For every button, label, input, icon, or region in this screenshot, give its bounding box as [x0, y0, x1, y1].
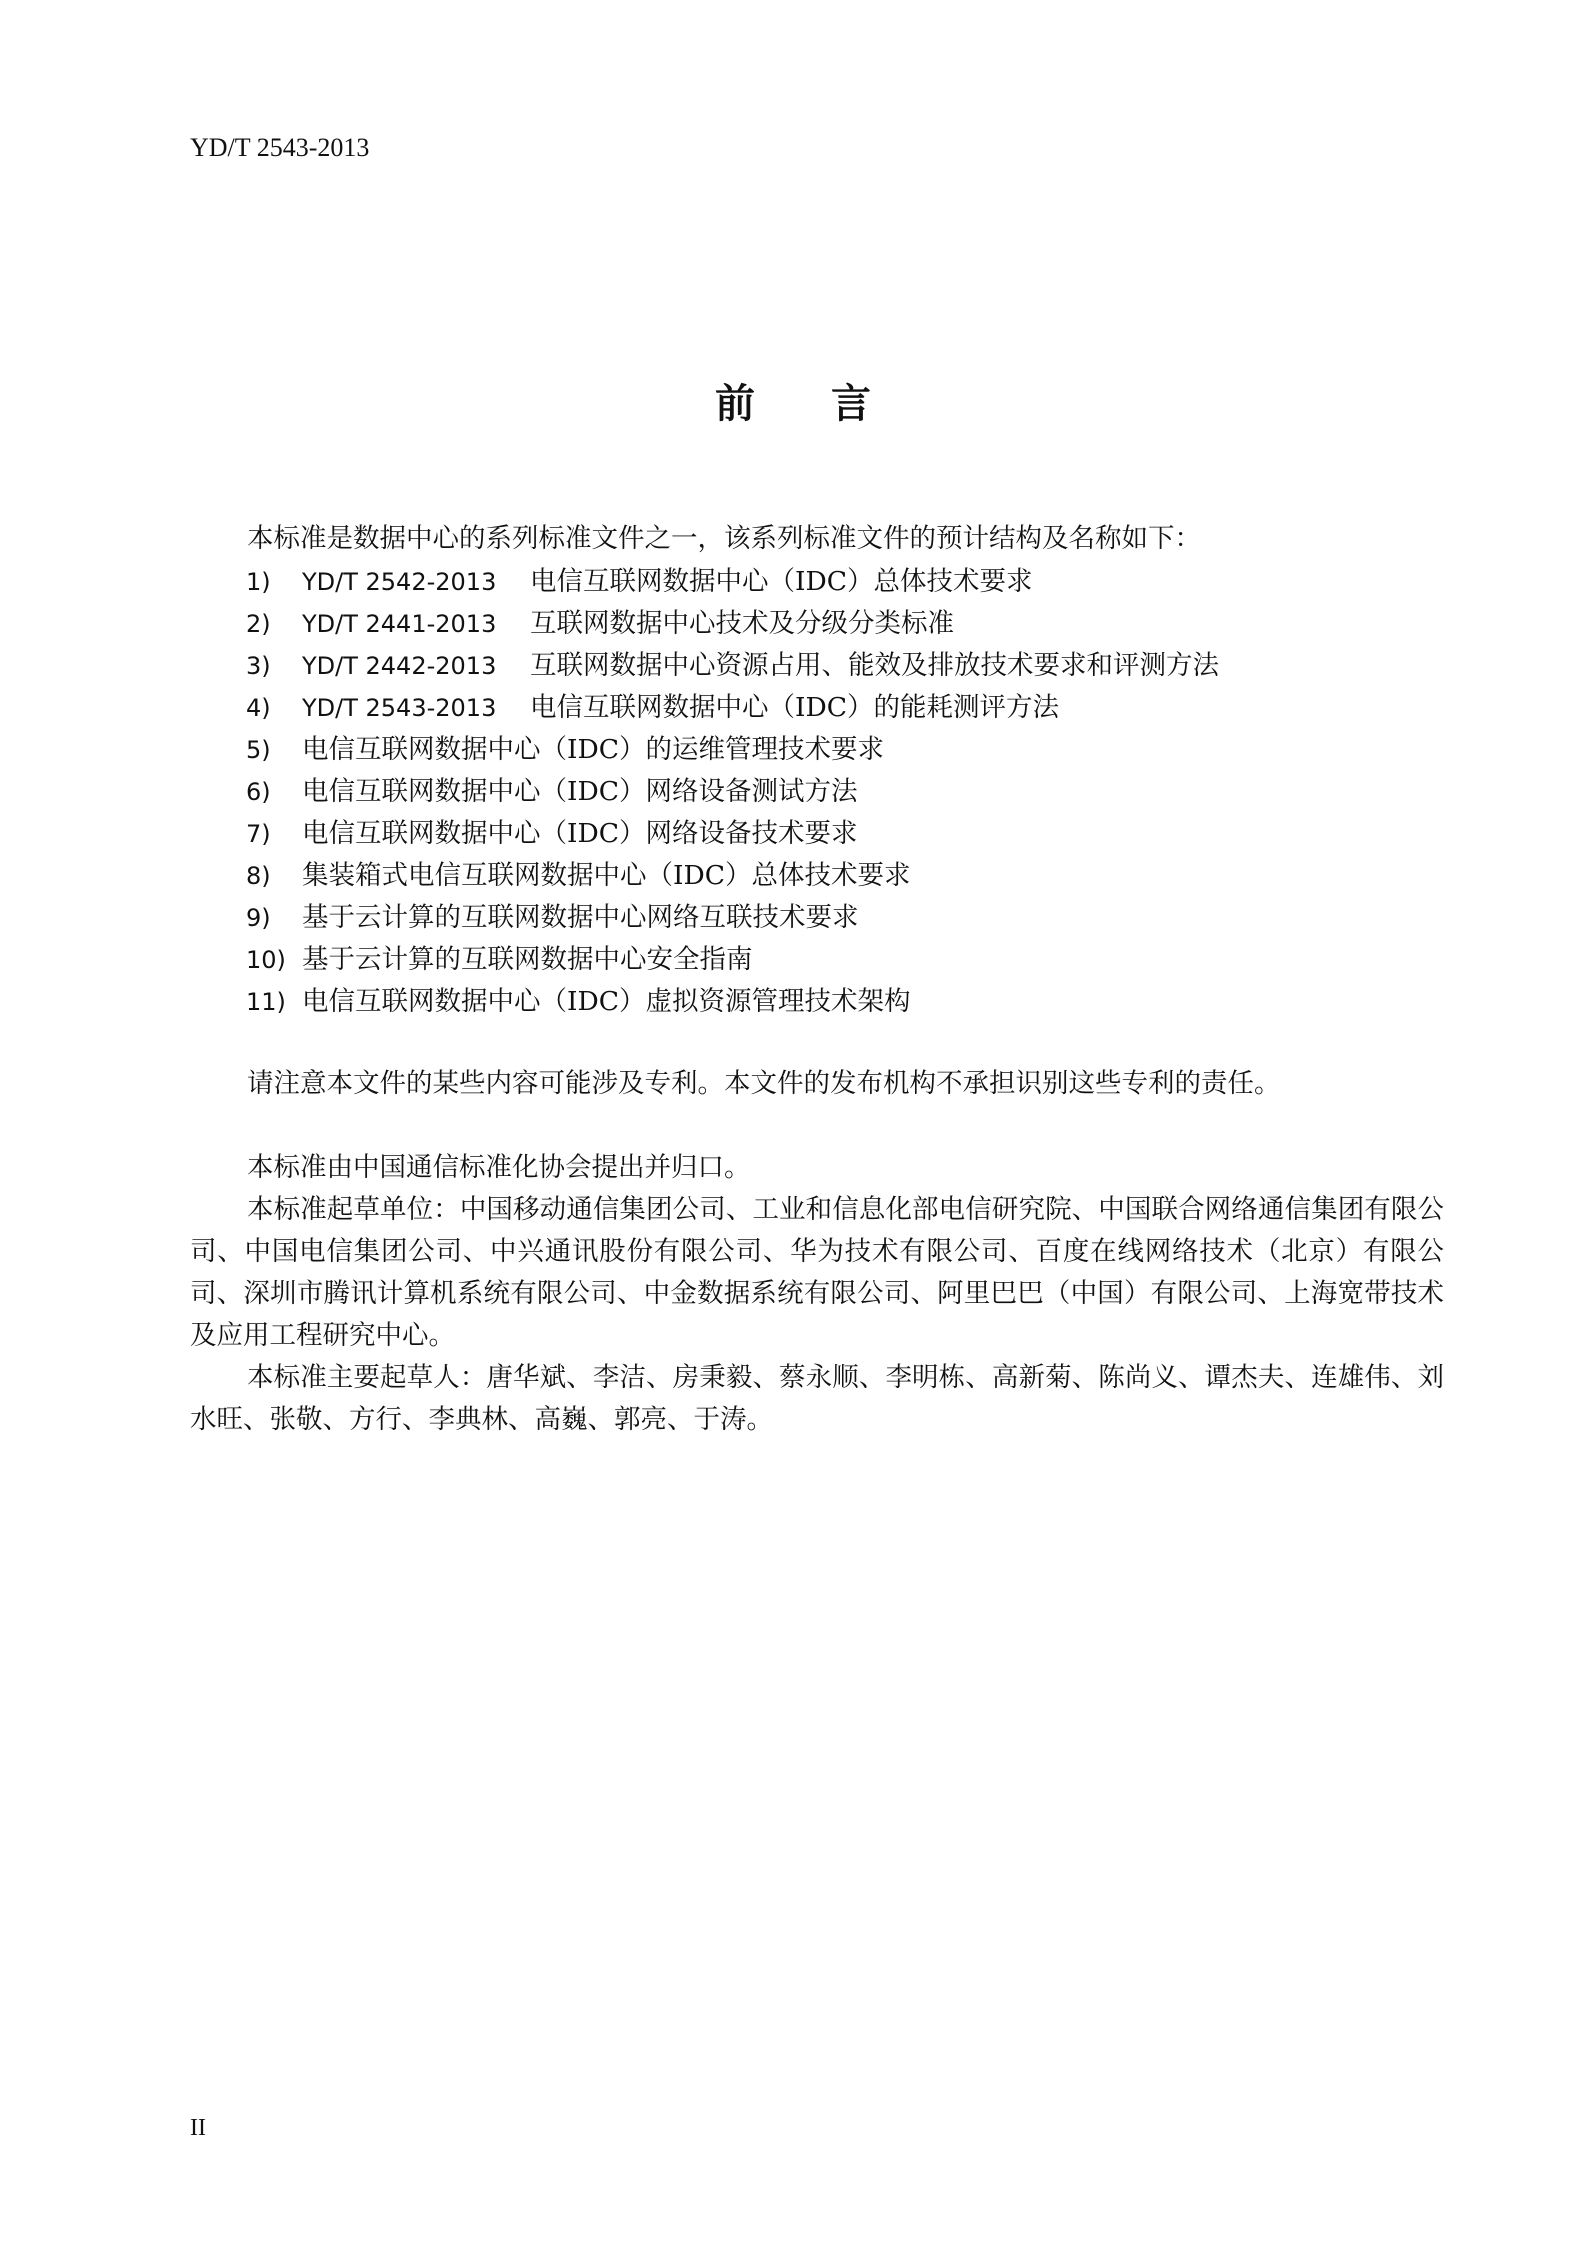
paragraph-proposer: 本标准由中国通信标准化协会提出并归口。	[247, 1152, 751, 1183]
patent-notice: 请注意本文件的某些内容可能涉及专利。本文件的发布机构不承担识别这些专利的责任。	[247, 1068, 1281, 1099]
item-number: 5)	[246, 736, 271, 764]
item-title: 电信互联网数据中心（IDC）虚拟资源管理技术架构	[302, 986, 911, 1017]
item-code: YD/T 2442-2013	[302, 652, 497, 680]
paragraph-drafters: 本标准主要起草人：唐华斌、李洁、房秉毅、蔡永顺、李明栋、高新菊、陈尚义、谭杰夫、连雄伟、刘水旺、张敬、方行、李典林、高巍、郭亮、于涛。	[190, 1362, 1444, 1435]
list-item	[246, 771, 1219, 813]
item-number: 3)	[246, 652, 271, 680]
list-item	[246, 561, 1219, 603]
item-title: 基于云计算的互联网数据中心安全指南	[302, 944, 753, 975]
page-title	[0, 372, 1586, 429]
list-item	[246, 981, 1219, 1023]
item-title: 电信互联网数据中心（IDC）网络设备测试方法	[302, 776, 858, 807]
intro-text: 本标准是数据中心的系列标准文件之一，该系列标准文件的预计结构及名称如下：	[247, 523, 1201, 554]
item-number: 10)	[246, 946, 286, 974]
item-title: 互联网数据中心技术及分级分类标准	[530, 608, 954, 639]
item-number: 7)	[246, 820, 271, 848]
item-number: 9)	[246, 904, 271, 932]
title-char: 前	[715, 381, 755, 427]
standards-list	[246, 561, 1219, 1023]
page-number: II	[190, 2115, 206, 2141]
item-number: 11)	[246, 988, 286, 1016]
item-title: 电信互联网数据中心（IDC）的能耗测评方法	[530, 692, 1059, 723]
list-item	[246, 855, 1219, 897]
item-title: 电信互联网数据中心（IDC）网络设备技术要求	[302, 818, 858, 849]
item-title: 互联网数据中心资源占用、能效及排放技术要求和评测方法	[530, 650, 1219, 681]
item-number: 2)	[246, 610, 271, 638]
item-number: 6)	[246, 778, 271, 806]
document-header: YD/T 2543-2013	[190, 133, 370, 162]
list-item	[246, 729, 1219, 771]
paragraphs	[190, 1147, 1444, 1441]
list-item	[246, 645, 1219, 687]
item-number: 8)	[246, 862, 271, 890]
item-title: 集装箱式电信互联网数据中心（IDC）总体技术要求	[302, 860, 911, 891]
item-title: 电信互联网数据中心（IDC）总体技术要求	[530, 566, 1033, 597]
paragraph-drafting-units: 本标准起草单位：中国移动通信集团公司、工业和信息化部电信研究院、中国联合网络通信集团有限公司、中国电信集团公司、中兴通讯股份有限公司、华为技术有限公司、百度在线网络技术（北京）有限公司、深圳市腾讯计算机系统有限公司、中金数据系统有限公司、阿里巴巴（中国）有限公司、上海宽带技术及应用工程研究中心。	[190, 1194, 1444, 1351]
item-code: YD/T 2441-2013	[302, 610, 497, 638]
list-item	[246, 897, 1219, 939]
item-number: 1)	[246, 568, 271, 596]
list-item	[246, 813, 1219, 855]
item-title: 基于云计算的互联网数据中心网络互联技术要求	[302, 902, 859, 933]
list-item	[246, 687, 1219, 729]
item-title: 电信互联网数据中心（IDC）的运维管理技术要求	[302, 734, 884, 765]
list-item	[246, 603, 1219, 645]
item-code: YD/T 2543-2013	[302, 694, 497, 722]
list-item	[246, 939, 1219, 981]
title-char: 言	[831, 381, 871, 427]
item-code: YD/T 2542-2013	[302, 568, 497, 596]
item-number: 4)	[246, 694, 271, 722]
